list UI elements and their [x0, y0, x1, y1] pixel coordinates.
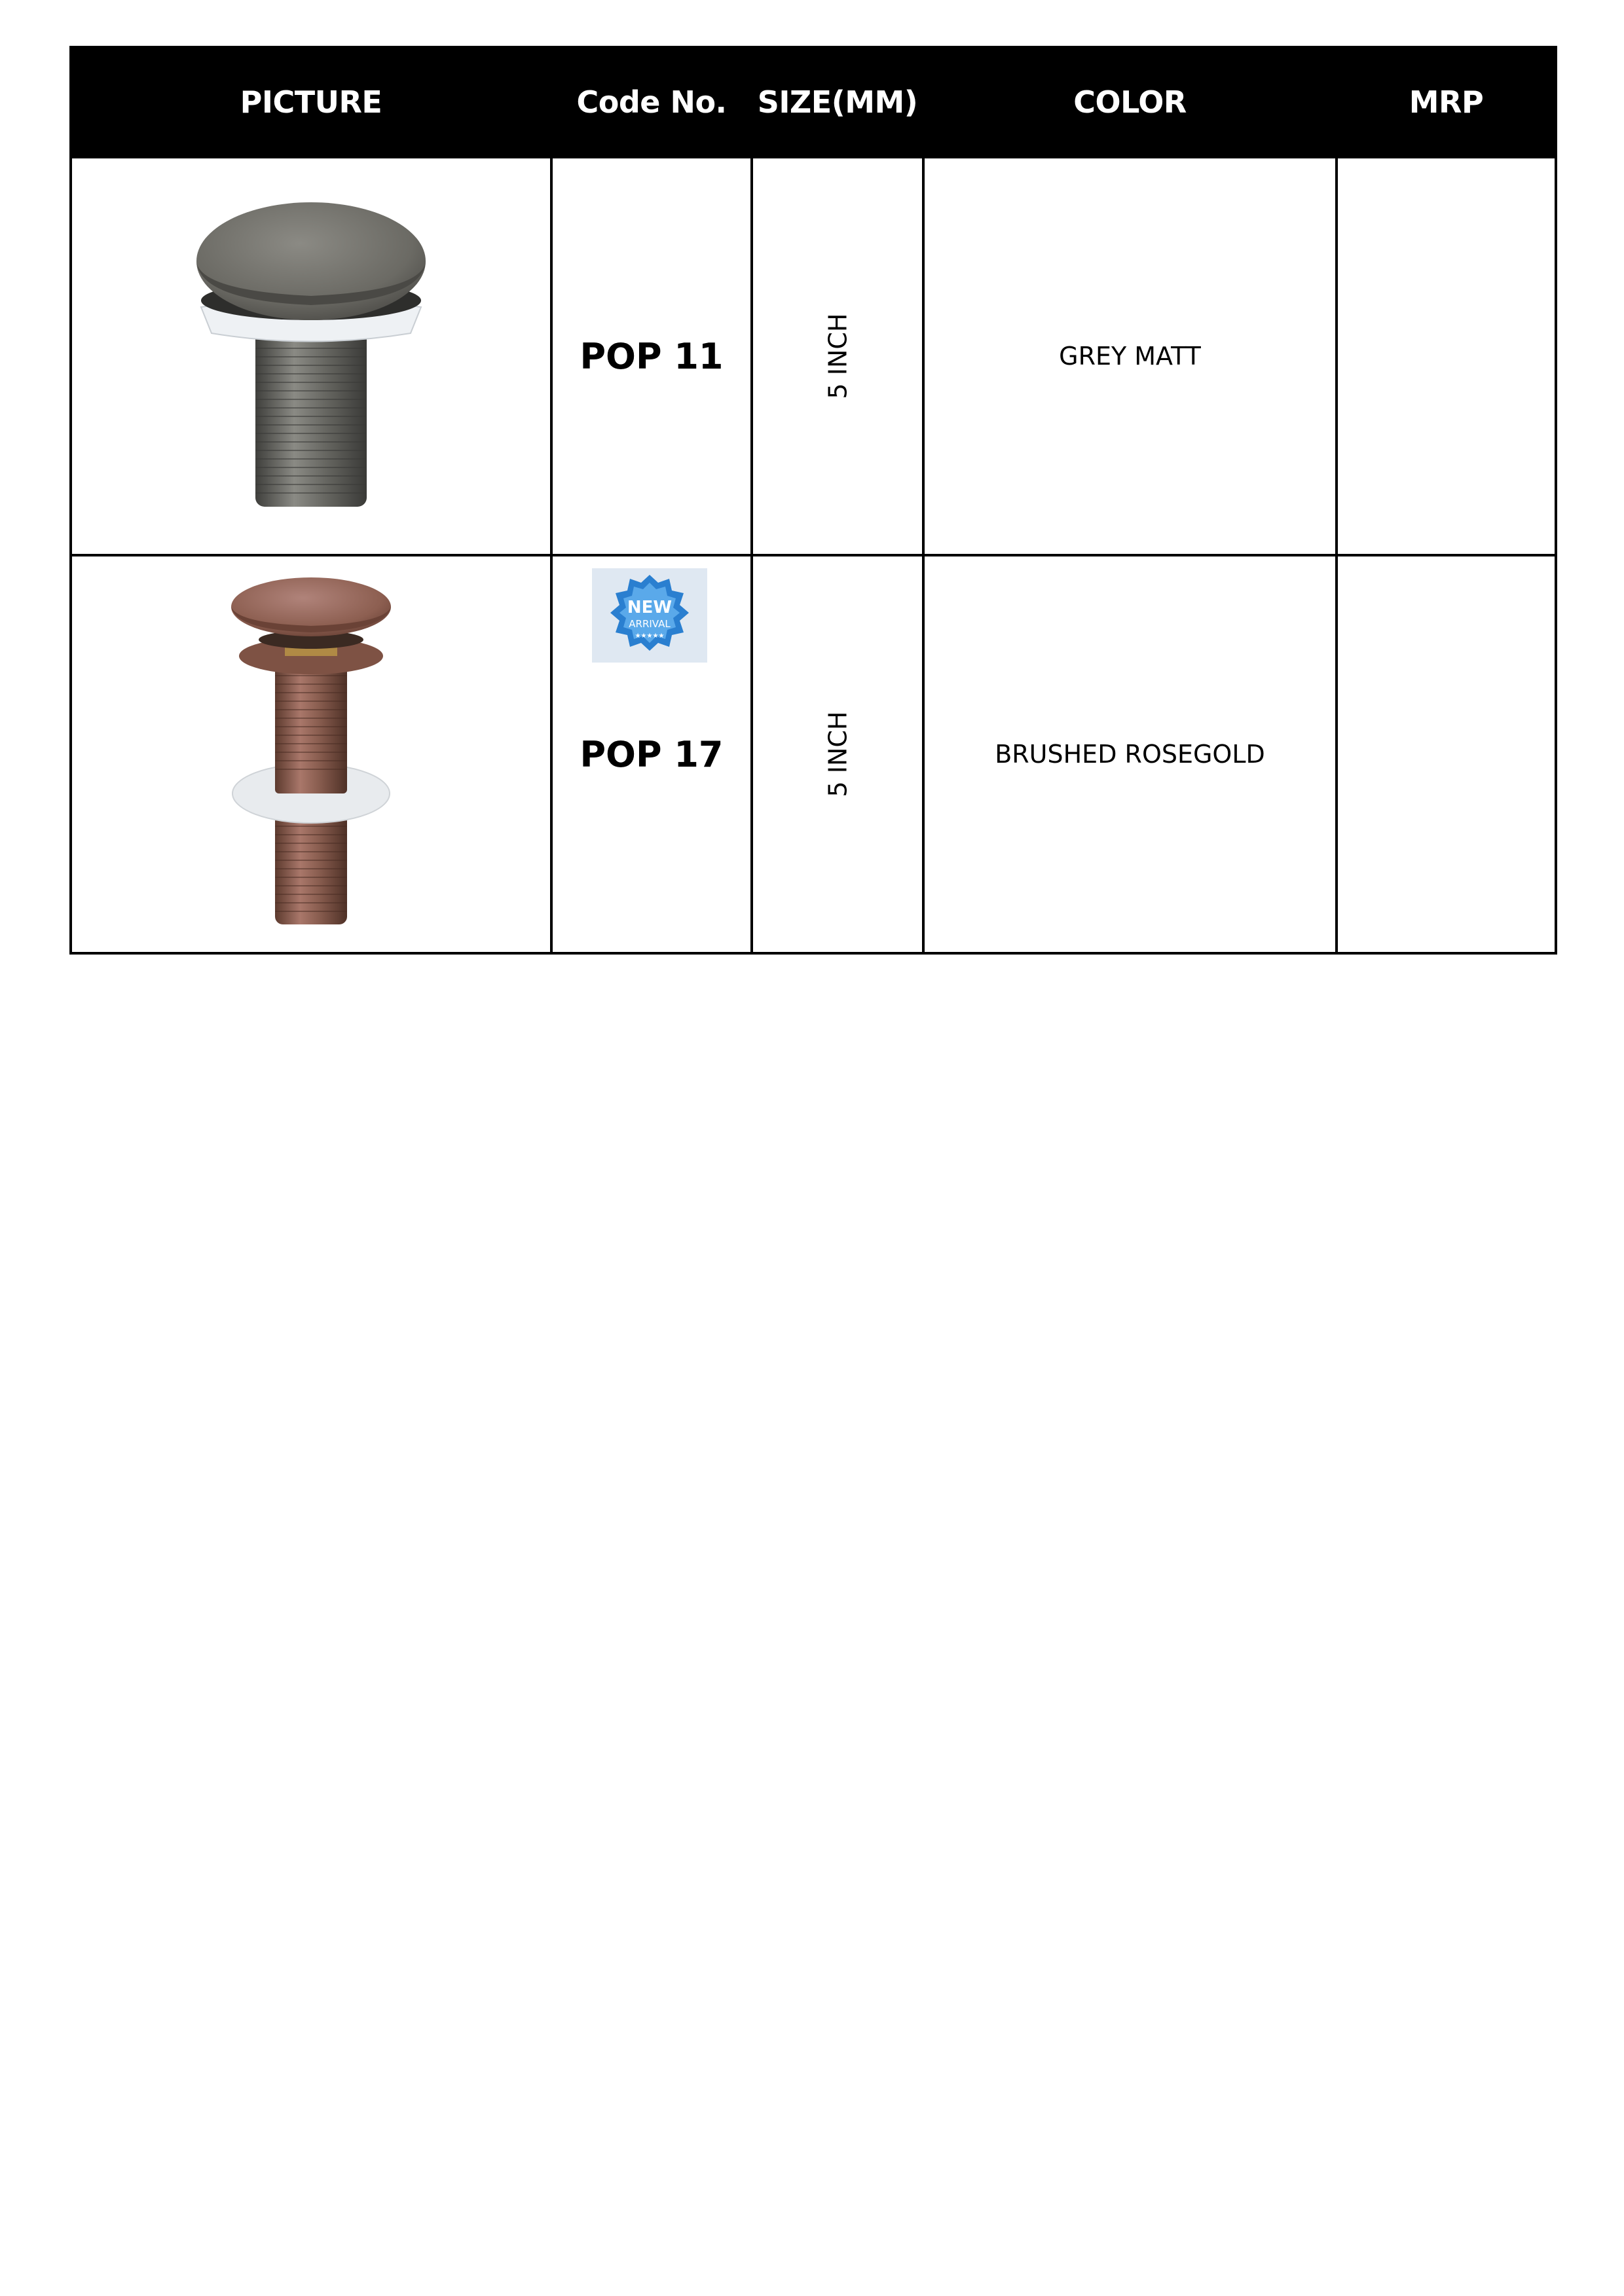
color-value: BRUSHED ROSEGOLD [995, 740, 1265, 769]
header-mrp: MRP [1337, 47, 1556, 157]
header-color: COLOR [923, 47, 1337, 157]
code-cell [551, 555, 752, 953]
code-no: POP 11 [580, 335, 724, 377]
badge-line-stars: ★★★★★ [635, 632, 665, 640]
code-no: POP 17 [580, 733, 724, 775]
header-picture: PICTURE [71, 47, 551, 157]
size-value: 5 INCH [823, 711, 852, 797]
header-size: SIZE(MM) [752, 47, 923, 157]
badge-line-arrival: ARRIVAL [629, 618, 671, 630]
product-sheet [69, 46, 1555, 955]
product-table [69, 46, 1557, 955]
size-value: 5 INCH [823, 313, 852, 399]
color-cell [923, 555, 1337, 953]
table-row [71, 555, 1556, 953]
badge-line-new: NEW [627, 598, 673, 617]
brushed-rosegold-pop-up-waste-image [213, 577, 409, 931]
size-cell [752, 555, 923, 953]
picture-cell [71, 157, 551, 555]
mrp-cell [1337, 555, 1556, 953]
picture-cell [71, 555, 551, 953]
grey-matt-pop-up-waste-image [180, 192, 442, 520]
new-arrival-badge-icon [592, 568, 707, 663]
size-cell [752, 157, 923, 555]
header-code-no: Code No. [551, 47, 752, 157]
code-cell [551, 157, 752, 555]
mrp-cell [1337, 157, 1556, 555]
table-row [71, 157, 1556, 555]
color-cell [923, 157, 1337, 555]
header-row [71, 47, 1556, 157]
color-value: GREY MATT [1059, 342, 1201, 371]
